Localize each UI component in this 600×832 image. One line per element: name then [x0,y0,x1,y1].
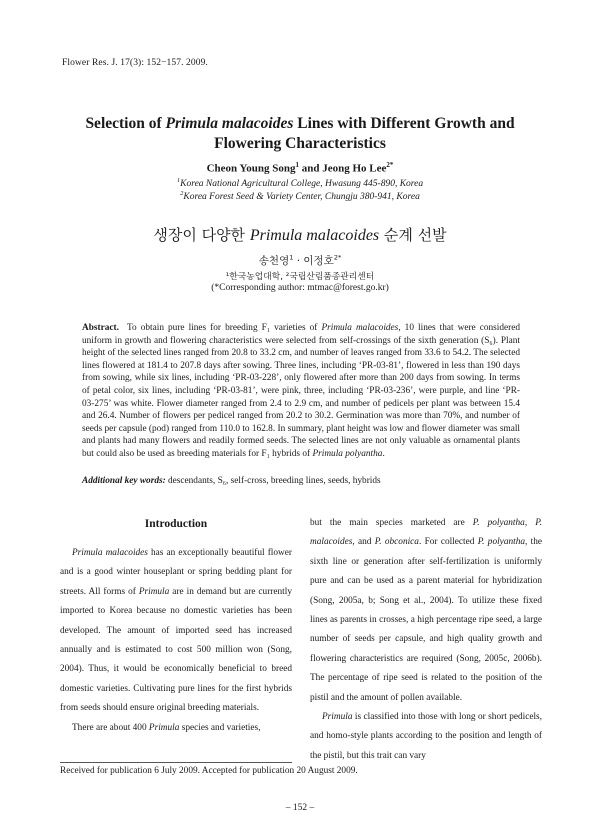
right-column [310,514,542,766]
abstract-text: To obtain pure lines for breeding F₁ varieties of Primula malacoides, 10 lines that were considered uniform in growth and flowering characteristics were selected from self-crossings of the sixth generation (S₆). Plant height of the selected lines ranged from 20.8 to 33.2 cm, and number of leaves ranged from 33.6 to 54.2. The selected lines flowered at 181.4 to 207.8 days after sowing. Three lines, including ‘PR-03-81’, flowered in less than 190 days from sowing, while six lines, including ‘PR-03-228’, only flowered after more than 200 days from sowing. In terms of petal color, six lines, including ‘PR-03-81’, were pink, three, including ‘PR-03-236’, were purple, and line ‘PR-03-275’ was white. Flower diameter ranged from 2.4 to 2.9 cm, and number of pedicels per plant was between 15.4 and 26.4. Number of flowers per pedicel ranged from 20.2 to 30.2. Germination was more than 70%, and number of seeds per capsule (pod) ranged from 110.0 to 162.8. In summary, plant height was low and flower diameter was small and plants had many flowers and readily formed seeds. The selected lines are not only valuable as ornamental plants but could also be used as breeding materials for F₁ hybrids of Primula polyantha. [82,323,520,459]
intro-paragraph-4: Primula is classified into those with long or short pedicels, and homo-style plants according to the position and length of the pistil, but this trait can vary [310,712,542,761]
introduction-heading: Introduction [144,518,208,530]
keywords-line [82,476,520,486]
intro-paragraph-2: There are about 400 Primula species and varieties, [72,722,261,733]
author-list: Cheon Young Song$^1$ and Jeong Ho Lee$^{2*}$ [206,161,394,175]
received-note: Received for publication 6 July 2009. Accepted for publication 20 August 2009. [60,766,358,776]
abstract-paragraph [82,322,520,461]
intro-paragraph-3: but the main species marketed are P. polyantha, P. malacoides, and P. obconica. For collected P. polyantha, the sixth line or generation after self-fertilization is uniformly pure and can be used as a parent material for hybridization (Song, 2005a, b; Song et al., 2004). To utilize these fixed lines as parents in crosses, a high percentage ripe seed, a large number of seeds per capsule, and high quality growth and flowering characteristics are required (Song, 2005c, 2006b). The percentage of ripe seed is related to the position of the pistil and the amount of pollen available. [310,518,542,703]
intro-paragraph-1: Primula malacoides has an exceptionally beautiful flower and is a good winter houseplant or spring bedding plant for streets. All forms of Primula are in demand but are currently imported to Korea because no domestic varieties has been developed. The amount of imported seed has increased annually and is estimated to cost 500 million won (Song, 2004). Thus, it would be economically beneficial to breed domestic varieties. Cultivating pure lines for the first hybrids from seeds should ensure original breeding materials. [60,548,292,714]
title-line-2: Flowering Characteristics [214,135,386,152]
korean-affiliations: ¹한국농업대학, ²국립산림품종관리센터 [225,272,375,282]
keywords-label: Additional key words: [82,476,166,486]
page-number: – 152 – [285,803,315,813]
paper-title [40,114,560,154]
affiliation-2: $^2$Korea Forest Seed & Variety Center, Chungju 380-941, Korea [180,190,420,203]
footnote-divider [60,762,292,763]
korean-title: 생장이 다양한 Primula malacoides 순계 선발 [153,226,447,244]
journal-citation: Flower Res. J. 17(3): 152−157. 2009. [62,58,208,68]
left-column [60,544,292,738]
affiliation-1: $^1$Korea National Agricultural College, Hwasung 445-890, Korea [176,177,424,190]
title-line-1: Selection of Primula malacoides Lines with Different Growth and [85,115,515,132]
korean-authors: 송천영$^1$ · 이정호$^{2*}$ [258,253,342,267]
keywords-text: descendants, S₆, self-cross, breeding lines, seeds, hybrids [165,476,381,486]
corresponding-author: (*Corresponding author: mtmac@forest.go.kr) [211,283,389,293]
abstract-label: Abstract. [82,323,119,333]
